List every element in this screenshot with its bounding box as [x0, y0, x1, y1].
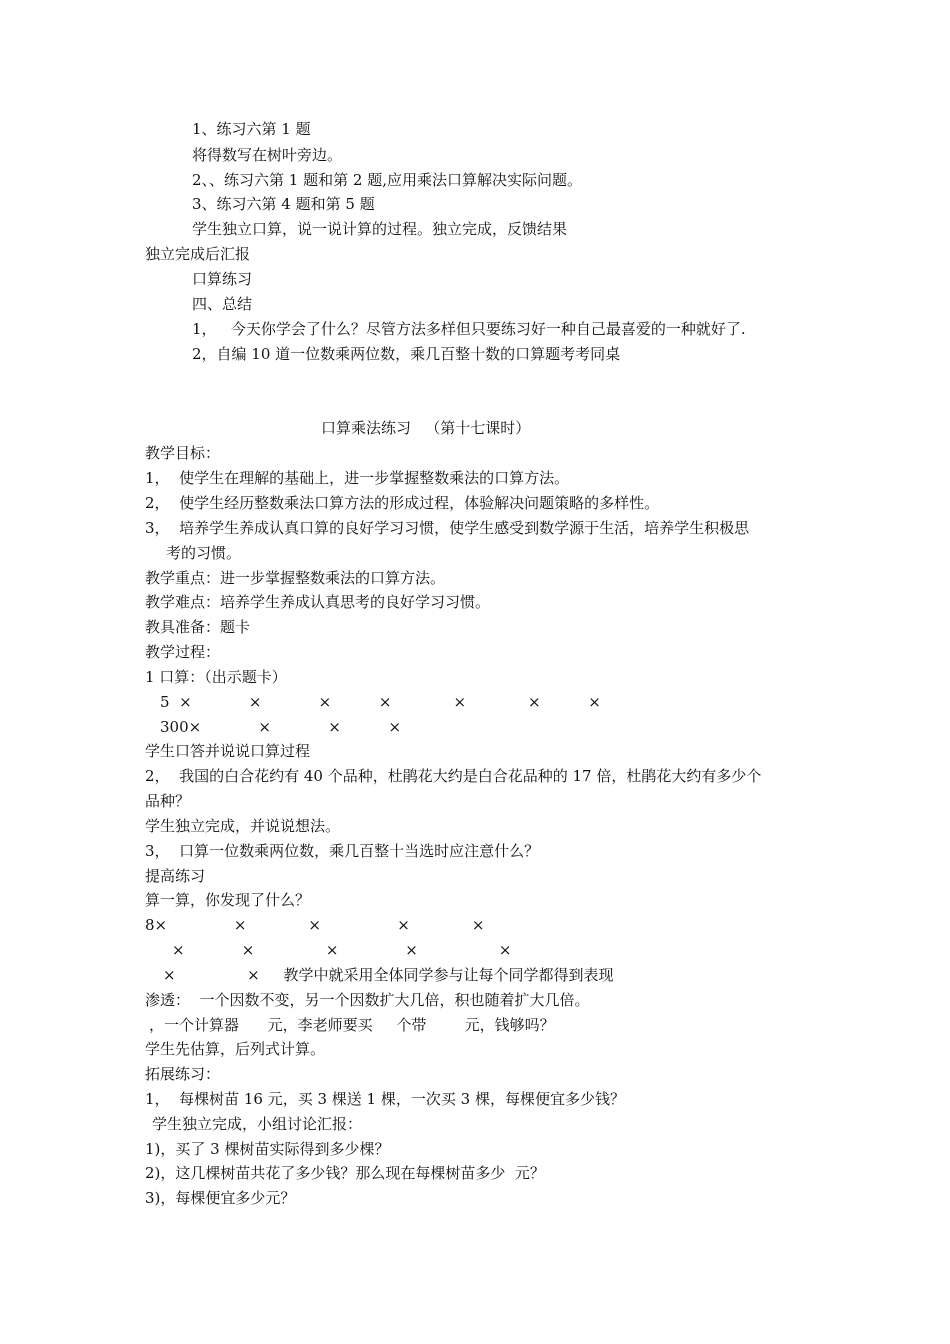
- text-line: 四、总结: [192, 295, 253, 313]
- text-line: 教学难点：培养学生养成认真思考的良好学习习惯。: [145, 593, 491, 611]
- text-line: 1)，买了 3 棵树苗实际得到多少棵？: [145, 1140, 390, 1158]
- text-line: 3、练习六第 4 题和第 5 题: [192, 195, 375, 213]
- text-line: 学生独立完成，小组讨论汇报：: [152, 1115, 363, 1133]
- text-line: 教学目标：: [145, 444, 221, 462]
- text-line: 2， 我国的白合花约有 40 个品种，杜鹃花大约是白合花品种的 17 倍，杜鹃花大约有多少个: [145, 767, 762, 785]
- text-line: × × × × ×: [172, 941, 512, 959]
- text-line: 口算练习: [192, 270, 253, 288]
- text-line: 2)，这几棵树苗共花了多少钱？那么现在每棵树苗多少 元？: [145, 1164, 545, 1182]
- text-line: 1， 使学生在理解的基础上，进一步掌握整数乘法的口算方法。: [145, 469, 570, 487]
- text-line: ，一个计算器 元，李老师要买 个带 元，钱够吗？: [149, 1016, 555, 1034]
- text-line: 提高练习: [145, 867, 206, 885]
- lesson-title: 口算乘法练习 （第十七课时）: [321, 419, 531, 437]
- text-line: 教学重点：进一步掌握整数乘法的口算方法。: [145, 569, 446, 587]
- text-line: 品种？: [145, 792, 191, 810]
- text-line: 300× × × ×: [160, 718, 402, 736]
- text-line: × × 教学中就采用全体同学参与让每个同学都得到表现: [163, 966, 614, 984]
- text-line: 1， 今天你学会了什么？尽管方法多样但只要练习好一种自己最喜爱的一种就好了.: [192, 320, 746, 338]
- text-line: 独立完成后汇报: [145, 245, 251, 263]
- text-line: 学生先估算，后列式计算。: [145, 1040, 326, 1058]
- text-line: 拓展练习：: [145, 1065, 221, 1083]
- text-line: 算一算，你发现了什么？: [145, 891, 311, 909]
- text-line: 教学过程：: [145, 643, 221, 661]
- text-line: 2， 使学生经历整数乘法口算方法的形成过程，体验解决问题策略的多样性。: [145, 494, 660, 512]
- text-line: 1、练习六第 1 题: [192, 120, 311, 138]
- text-line: 学生独立口算，说一说计算的过程。独立完成，反馈结果: [192, 220, 568, 238]
- text-line: 5 × × × × × × ×: [160, 693, 601, 711]
- text-line: 学生独立完成，并说说想法。: [145, 817, 341, 835]
- text-line: 8× × × × ×: [145, 916, 485, 934]
- text-line: 3， 口算一位数乘两位数，乘几百整十当选时应注意什么？: [145, 842, 540, 860]
- text-line: 学生口答并说说口算过程: [145, 742, 311, 760]
- text-line: 1 口算：（出示题卡）: [145, 668, 287, 686]
- text-line: 将得数写在树叶旁边。: [192, 146, 343, 164]
- text-line: 2，自编 10 道一位数乘两位数，乘几百整十数的口算题考考同桌: [192, 345, 621, 363]
- text-line: 渗透： 一个因数不变，另一个因数扩大几倍，积也随着扩大几倍。: [145, 991, 590, 1009]
- text-line: 3)，每棵便宜多少元？: [145, 1189, 296, 1207]
- text-line: 1， 每棵树苗 16 元，买 3 棵送 1 棵，一次买 3 棵，每棵便宜多少钱？: [145, 1090, 625, 1108]
- text-line: 考的习惯。: [166, 544, 242, 562]
- text-line: 3， 培养学生养成认真口算的良好学习习惯，使学生感受到数学源于生活，培养学生积极思: [145, 519, 750, 537]
- text-line: 2、、练习六第 1 题和第 2 题,应用乘法口算解决实际问题。: [192, 171, 582, 189]
- text-line: 教具准备：题卡: [145, 618, 251, 636]
